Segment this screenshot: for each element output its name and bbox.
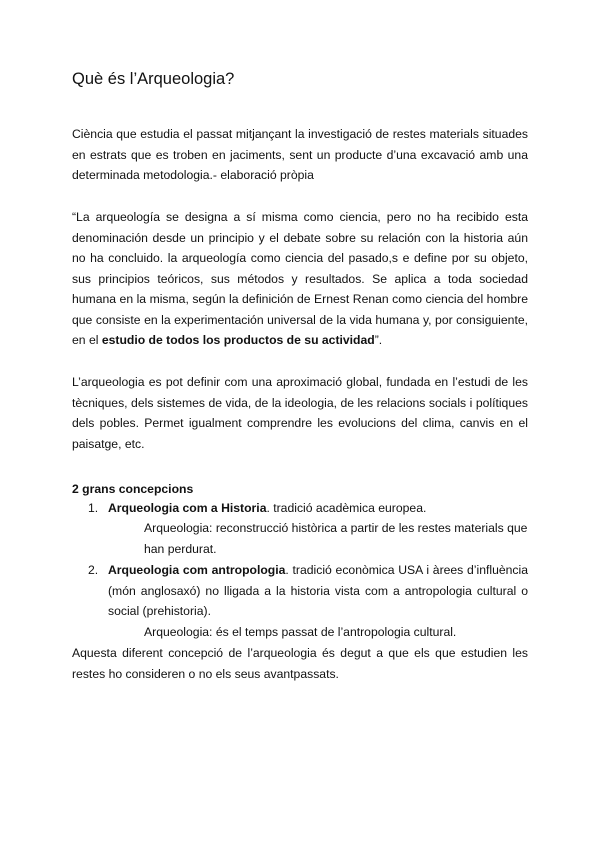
quote-end: ”. — [374, 333, 383, 347]
definition-global-paragraph: L’arqueologia es pot definir com una aproximació global, fundada en l’estudi de les tècniques, dels sistemes de vida, de la ideologia, de les relacions socials i polítiques dels pobles. Permet igualment comprendre les evolucions del clima, canvis en el paisatge, etc. — [72, 375, 528, 451]
list-item-number: 1. — [88, 501, 99, 515]
list-item-number: 2. — [88, 563, 99, 577]
page-title: Què és l’Arqueologia? — [72, 70, 235, 88]
list-item-heading: Arqueologia com a Historia — [108, 501, 267, 515]
list-item-subtext: Arqueologia: reconstrucció històrica a partir de les restes materials que han perdurat. — [144, 521, 528, 556]
quote-bold-text: estudio de todos los productos de su actividad — [101, 333, 375, 347]
list-item-heading: Arqueologia com antropologia — [108, 563, 286, 577]
list-item-text: . tradició econòmica USA i àrees d’influència (món anglosaxó) no lligada a la historia vista com a antropologia cultural o social (prehistoria). — [108, 563, 528, 618]
list-item — [88, 560, 528, 622]
conclusion-paragraph: Aquesta diferent concepció de l’arqueologia és degut a que els que estudien les restes ho consideren o no els seus avantpassats. — [72, 646, 528, 681]
section-title: 2 grans concepcions — [72, 482, 194, 496]
list-item-text: . tradició acadèmica europea. — [266, 501, 427, 515]
quote-text: “La arqueología se designa a sí misma como ciencia, pero no ha recibido esta denominación desde un principio y el debate sobre su relación con la historia aún no ha concluido. la arqueología como ciencia del pasado,s e define por su objeto, sus principios teóricos, sus métodos y resultados. Se aplica a toda sociedad humana en la misma, según la definición de Ernest Renan como ciencia del hombre que consiste en la experimentación universal de la vida humana y, por consiguiente, en el — [72, 210, 528, 347]
list-item — [88, 498, 528, 519]
definition-paragraph: Ciència que estudia el passat mitjançant la investigació de restes materials situades en estrats que es troben en jaciments, sent un producte d’una excavació amb una determinada metodologia.- elaboració pròpia — [72, 127, 528, 182]
quote-paragraph — [72, 207, 528, 351]
list-item-subtext: Arqueologia: és el temps passat de l’antropologia cultural. — [144, 625, 457, 639]
